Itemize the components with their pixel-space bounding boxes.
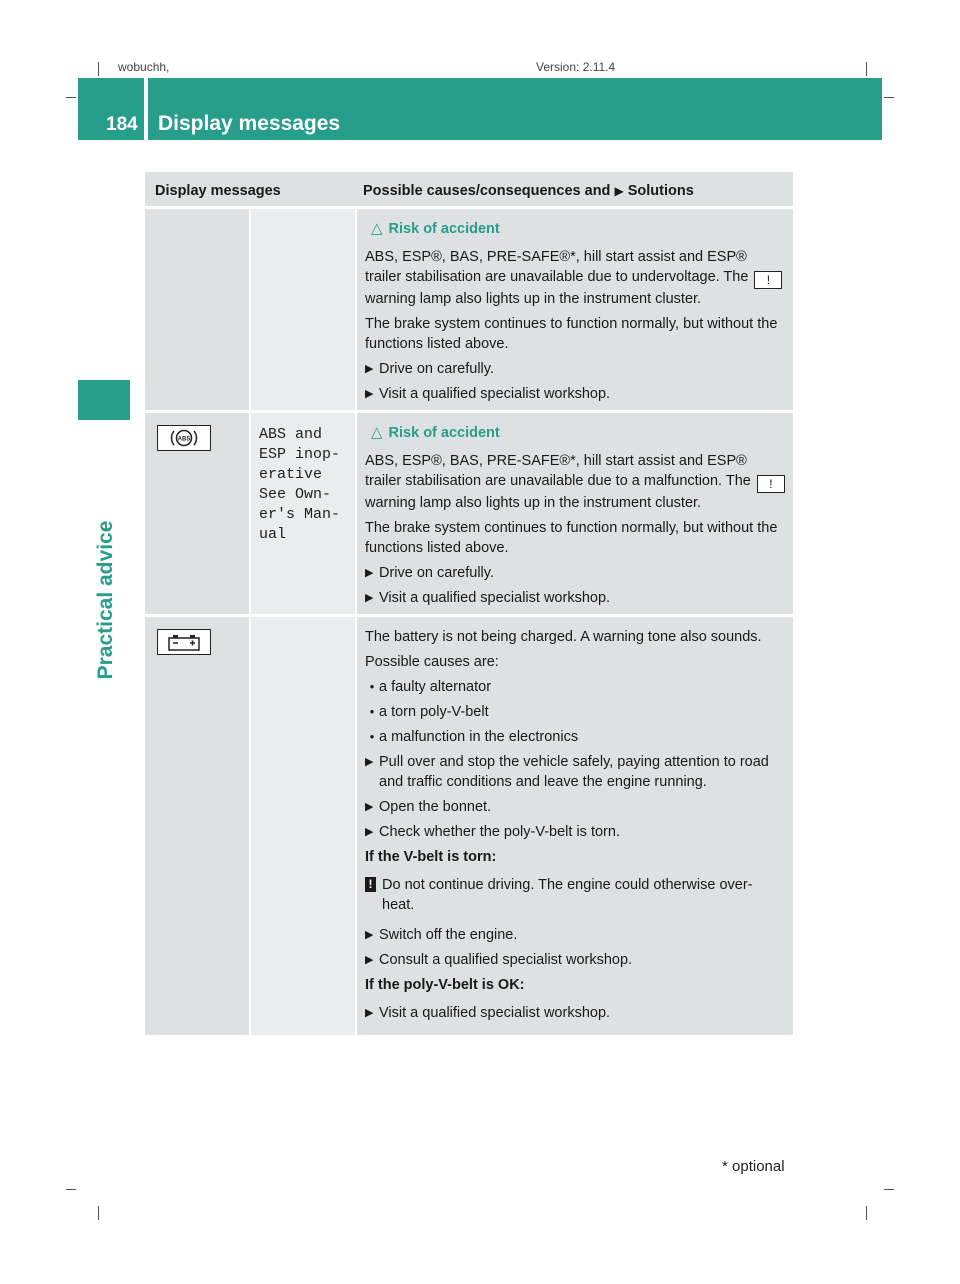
caution-icon: ! — [365, 877, 376, 892]
cause-text: ABS, ESP®, BAS, PRE-SAFE®*, hill start assist and ESP® trailer stabilisation are unavailable due to a malfunction. The — [365, 453, 751, 489]
cause-text: The brake system continues to function normally, but without the functions listed above. — [365, 520, 778, 556]
brake-warning-lamp-icon: ! — [754, 271, 782, 289]
print-info-right: Version: 2.11.4 — [536, 60, 616, 74]
action-arrow-icon: ▶ — [365, 567, 374, 579]
list-item: ▶ Check whether the poly-V-belt is torn. — [365, 824, 620, 840]
page-number: 184 — [106, 114, 138, 135]
causes-cell — [355, 617, 793, 1035]
action-arrow-icon: ▶ — [365, 826, 374, 838]
list-item: • a torn poly-V-belt — [365, 702, 787, 722]
side-tab — [78, 380, 130, 420]
bullet-icon: • — [369, 729, 375, 744]
battery-icon — [157, 629, 211, 655]
list-item: ▶ Open the bonnet. — [365, 799, 492, 815]
caution-note: ! Do not continue driving. The engine could otherwise over- heat. — [365, 875, 787, 915]
warning-triangle-icon: △ — [371, 220, 383, 237]
col-header-display: Display messages — [155, 183, 281, 199]
abs-warning-icon — [157, 425, 211, 451]
condition-heading: If the V-belt is torn: — [365, 849, 497, 865]
causes-cell — [355, 209, 793, 410]
crop-mark — [66, 97, 76, 98]
print-info-left: wobuchh, — [118, 60, 170, 74]
action-arrow-icon: ▶ — [365, 1007, 374, 1019]
display-text-cell — [249, 209, 355, 410]
cause-text: The brake system continues to function normally, but without the functions listed above. — [365, 316, 778, 352]
side-section-label: Practical advice — [94, 520, 117, 680]
crop-mark — [884, 1189, 894, 1190]
bullet-icon: • — [369, 679, 375, 694]
list-item: • a malfunction in the electronics — [365, 727, 787, 747]
crop-mark — [884, 97, 894, 98]
crop-mark — [98, 62, 99, 76]
page-header — [78, 78, 882, 140]
causes-cell — [355, 413, 793, 614]
col-header-causes: Possible causes/consequences and ▶ Solutions — [363, 183, 694, 199]
list-item: • a faulty alternator — [365, 677, 787, 697]
list-item: ▶ Visit a qualified specialist workshop. — [365, 1005, 611, 1021]
condition-heading: If the poly-V-belt is OK: — [365, 977, 525, 993]
header-divider — [144, 78, 148, 140]
table-row — [145, 614, 793, 1035]
cause-text: The battery is not being charged. A warning tone also sounds. — [365, 629, 762, 645]
action-arrow-icon: ▶ — [365, 801, 374, 813]
table-row — [145, 410, 793, 614]
cause-text: ABS, ESP®, BAS, PRE-SAFE®*, hill start assist and ESP® trailer stabilisation are unavailable due to undervoltage. The — [365, 249, 749, 285]
action-arrow-icon: ▶ — [365, 388, 374, 400]
action-arrow-icon: ▶ — [365, 954, 374, 966]
cause-text: warning lamp also lights up in the instrument cluster. — [365, 291, 702, 307]
list-item: ▶ Visit a qualified specialist workshop. — [365, 386, 611, 402]
page-title: Display messages — [158, 112, 341, 135]
crop-mark — [866, 62, 867, 76]
list-item: ▶ Pull over and stop the vehicle safely, paying attention to road and traffic conditions and leave the engine running. — [365, 754, 769, 790]
cause-text: warning lamp also lights up in the instrument cluster. — [365, 495, 702, 511]
display-text-cell — [249, 413, 355, 614]
action-arrow-icon: ▶ — [365, 363, 374, 375]
table-header — [145, 172, 793, 206]
crop-mark — [866, 1206, 867, 1220]
action-arrow-icon: ▶ — [365, 756, 374, 768]
list-item: ▶ Drive on carefully. — [365, 565, 494, 581]
action-arrow-icon: ▶ — [365, 929, 374, 941]
display-messages-table — [145, 172, 793, 1035]
brake-warning-lamp-icon: ! — [757, 475, 785, 493]
svg-text:ABS: ABS — [177, 436, 191, 443]
crop-mark — [66, 1189, 76, 1190]
display-icon-cell — [145, 617, 249, 1035]
crop-mark — [98, 1206, 99, 1220]
warning-title: Risk of accident — [388, 425, 500, 441]
footnote-optional: * optional — [722, 1158, 785, 1175]
list-item: ▶ Visit a qualified specialist workshop. — [365, 590, 611, 606]
display-icon-cell — [145, 209, 249, 410]
list-item: ▶ Drive on carefully. — [365, 361, 494, 377]
warning-triangle-icon: △ — [371, 424, 383, 441]
play-arrow-icon: ▶ — [614, 184, 624, 198]
table-row — [145, 206, 793, 410]
display-text-cell — [249, 617, 355, 1035]
list-item: ▶ Consult a qualified specialist workshop. — [365, 952, 633, 968]
action-arrow-icon: ▶ — [365, 592, 374, 604]
bullet-icon: • — [369, 704, 375, 719]
cause-text: Possible causes are: — [365, 654, 499, 670]
warning-title: Risk of accident — [388, 221, 500, 237]
list-item: ▶ Switch off the engine. — [365, 927, 518, 943]
display-message-text: ABS and ESP inop- erative See Own- er's Man- ual — [259, 426, 341, 543]
display-icon-cell — [145, 413, 249, 614]
